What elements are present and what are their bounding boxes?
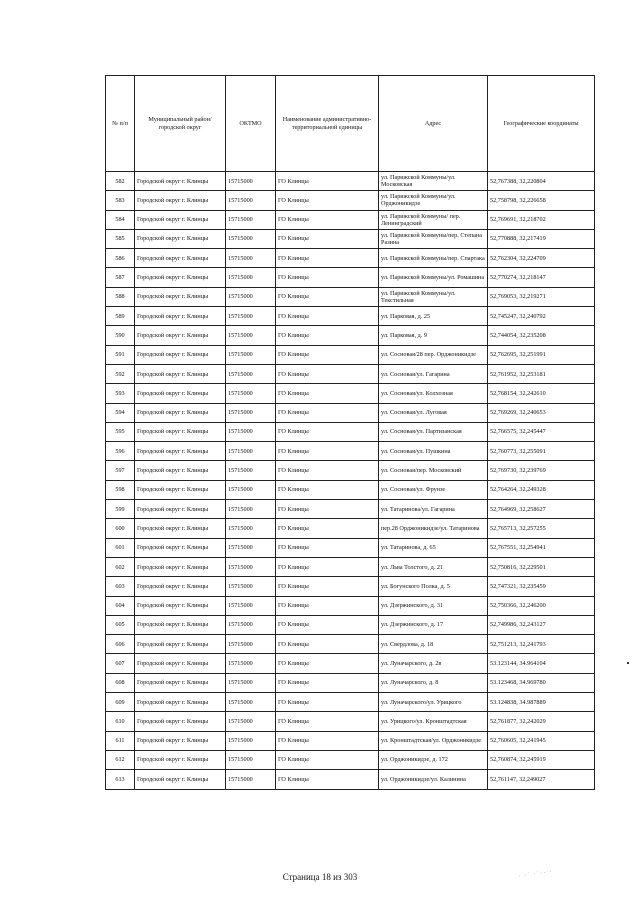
cell-coordinates: 52,761147, 32,249027 (488, 770, 595, 789)
cell-admin-unit: ГО Клинцы (276, 596, 379, 615)
cell-coordinates: 52,769691, 32,218702 (488, 210, 595, 229)
table-row (106, 615, 595, 634)
cell-oktmo: 15715000 (226, 326, 276, 345)
cell-admin-unit: ГО Клинцы (276, 654, 379, 673)
cell-municipality: Городской округ г. Клинцы (135, 731, 226, 750)
cell-admin-unit: ГО Клинцы (276, 557, 379, 576)
cell-oktmo: 15715000 (226, 712, 276, 731)
cell-oktmo: 15715000 (226, 577, 276, 596)
table-row (106, 693, 595, 712)
cell-admin-unit: ГО Клинцы (276, 307, 379, 326)
cell-address: ул. Парижской Коммуны/ул. Орджоникидзе (379, 191, 488, 210)
cell-municipality: Городской округ г. Клинцы (135, 287, 226, 306)
cell-number: 610 (106, 712, 135, 731)
table-row (106, 731, 595, 750)
cell-oktmo: 15715000 (226, 557, 276, 576)
cell-oktmo: 15715000 (226, 422, 276, 441)
cell-admin-unit: ГО Клинцы (276, 461, 379, 480)
cell-oktmo: 15715000 (226, 268, 276, 287)
cell-admin-unit: ГО Клинцы (276, 268, 379, 287)
cell-municipality: Городской округ г. Клинцы (135, 345, 226, 364)
cell-address: ул. Парижской Коммуны/пер. Степана Разина (379, 229, 488, 248)
table-header-row (106, 76, 595, 172)
cell-municipality: Городской округ г. Клинцы (135, 461, 226, 480)
cell-address: ул. Орджоникидзе, д. 172 (379, 750, 488, 769)
cell-oktmo: 15715000 (226, 307, 276, 326)
cell-municipality: Городской округ г. Клинцы (135, 210, 226, 229)
cell-address: ул. Парижской Коммуны/ пер. Ленинградский (379, 210, 488, 229)
cell-oktmo: 15715000 (226, 654, 276, 673)
cell-number: 595 (106, 422, 135, 441)
cell-municipality: Городской округ г. Клинцы (135, 519, 226, 538)
cell-admin-unit: ГО Клинцы (276, 384, 379, 403)
cell-coordinates: 52,749986, 32,243127 (488, 615, 595, 634)
cell-number: 585 (106, 229, 135, 248)
table-row (106, 712, 595, 731)
cell-address: ул. Парижской Коммуны/ул. Ромашина (379, 268, 488, 287)
cell-oktmo: 15715000 (226, 519, 276, 538)
table-row (106, 635, 595, 654)
cell-oktmo: 15715000 (226, 229, 276, 248)
cell-address: ул. Луначарского/ул. Урицкого (379, 693, 488, 712)
cell-address: ул. Татаринова/ул. Гагарина (379, 500, 488, 519)
cell-number: 588 (106, 287, 135, 306)
table-row (106, 596, 595, 615)
table-row (106, 519, 595, 538)
cell-municipality: Городской округ г. Клинцы (135, 172, 226, 191)
cell-address: ул. Парижской Коммуны/ул. Московская (379, 172, 488, 191)
cell-municipality: Городской округ г. Клинцы (135, 384, 226, 403)
cell-oktmo: 15715000 (226, 770, 276, 789)
cell-address: ул. Свердлова, д. 18 (379, 635, 488, 654)
cell-number: 604 (106, 596, 135, 615)
table-row (106, 770, 595, 789)
cell-number: 603 (106, 577, 135, 596)
cell-number: 611 (106, 731, 135, 750)
table-row (106, 229, 595, 248)
table-row (106, 326, 595, 345)
cell-admin-unit: ГО Клинцы (276, 635, 379, 654)
cell-coordinates: 52,769053, 32,219271 (488, 287, 595, 306)
table-row (106, 268, 595, 287)
cell-oktmo: 15715000 (226, 442, 276, 461)
cell-address: ул. Орджоникидзе/ул. Калинина (379, 770, 488, 789)
cell-municipality: Городской округ г. Клинцы (135, 422, 226, 441)
cell-admin-unit: ГО Клинцы (276, 229, 379, 248)
cell-admin-unit: ГО Клинцы (276, 326, 379, 345)
cell-address: ул. Сосновая/ул. Луговая (379, 403, 488, 422)
cell-number: 587 (106, 268, 135, 287)
cell-coordinates: 52,750366, 32,246200 (488, 596, 595, 615)
cell-admin-unit: ГО Клинцы (276, 191, 379, 210)
cell-municipality: Городской округ г. Клинцы (135, 577, 226, 596)
cell-admin-unit: ГО Клинцы (276, 693, 379, 712)
cell-number: 609 (106, 693, 135, 712)
col-header-oktmo: ОКТМО (226, 76, 276, 172)
table-row (106, 287, 595, 306)
cell-admin-unit: ГО Клинцы (276, 750, 379, 769)
cell-coordinates: 52,767551, 32,254941 (488, 538, 595, 557)
cell-municipality: Городской округ г. Клинцы (135, 268, 226, 287)
table-row (106, 249, 595, 268)
cell-oktmo: 15715000 (226, 210, 276, 229)
table-row (106, 654, 595, 673)
cell-number: 607 (106, 654, 135, 673)
cell-municipality: Городской округ г. Клинцы (135, 364, 226, 383)
cell-coordinates: 52,770888, 32,217419 (488, 229, 595, 248)
cell-oktmo: 15715000 (226, 172, 276, 191)
cell-coordinates: 52,765713, 32,257255 (488, 519, 595, 538)
cell-address: ул. Парковая, д. 25 (379, 307, 488, 326)
cell-municipality: Городской округ г. Клинцы (135, 229, 226, 248)
cell-municipality: Городской округ г. Клинцы (135, 750, 226, 769)
cell-oktmo: 15715000 (226, 538, 276, 557)
cell-municipality: Городской округ г. Клинцы (135, 307, 226, 326)
cell-oktmo: 15715000 (226, 287, 276, 306)
cell-oktmo: 15715000 (226, 249, 276, 268)
cell-oktmo: 15715000 (226, 635, 276, 654)
cell-oktmo: 15715000 (226, 345, 276, 364)
table-row (106, 500, 595, 519)
cell-oktmo: 15715000 (226, 500, 276, 519)
cell-municipality: Городской округ г. Клинцы (135, 500, 226, 519)
cell-number: 597 (106, 461, 135, 480)
cell-municipality: Городской округ г. Клинцы (135, 596, 226, 615)
cell-admin-unit: ГО Клинцы (276, 442, 379, 461)
cell-coordinates: 52,760605, 32,241945 (488, 731, 595, 750)
table-row (106, 172, 595, 191)
cell-municipality: Городской округ г. Клинцы (135, 326, 226, 345)
cell-admin-unit: ГО Клинцы (276, 577, 379, 596)
cell-number: 596 (106, 442, 135, 461)
cell-address: ул. Татаринова, д. 65 (379, 538, 488, 557)
cell-admin-unit: ГО Клинцы (276, 519, 379, 538)
table-row (106, 461, 595, 480)
table-row (106, 442, 595, 461)
cell-admin-unit: ГО Клинцы (276, 364, 379, 383)
cell-number: 601 (106, 538, 135, 557)
cell-municipality: Городской округ г. Клинцы (135, 249, 226, 268)
cell-coordinates: 52,744054, 32,235208 (488, 326, 595, 345)
cell-oktmo: 15715000 (226, 615, 276, 634)
cell-number: 606 (106, 635, 135, 654)
cell-oktmo: 15715000 (226, 191, 276, 210)
col-header-admin-unit: Наименование административно-территориальной единицы (276, 76, 379, 172)
table-row (106, 345, 595, 364)
cell-admin-unit: ГО Клинцы (276, 770, 379, 789)
cell-coordinates: 52,769269, 32,240653 (488, 403, 595, 422)
cell-address: ул. Дзержинского, д. 17 (379, 615, 488, 634)
cell-number: 589 (106, 307, 135, 326)
table-row (106, 673, 595, 692)
table-row (106, 480, 595, 499)
cell-address: ул. Сосновая/ул. Пушкина (379, 442, 488, 461)
scan-artifact: · ·˙ ·˙·· · (517, 867, 554, 881)
cell-municipality: Городской округ г. Клинцы (135, 770, 226, 789)
cell-admin-unit: ГО Клинцы (276, 249, 379, 268)
cell-address: ул. Парковая, д. 9 (379, 326, 488, 345)
cell-municipality: Городской округ г. Клинцы (135, 673, 226, 692)
cell-number: 583 (106, 191, 135, 210)
cell-oktmo: 15715000 (226, 731, 276, 750)
cell-address: ул. Сосновая/ул. Гагарина (379, 364, 488, 383)
cell-oktmo: 15715000 (226, 403, 276, 422)
cell-admin-unit: ГО Клинцы (276, 712, 379, 731)
col-header-number: № п/п (106, 76, 135, 172)
table-row (106, 557, 595, 576)
cell-municipality: Городской округ г. Клинцы (135, 712, 226, 731)
cell-admin-unit: ГО Клинцы (276, 403, 379, 422)
table-row (106, 577, 595, 596)
cell-coordinates: 52,760773, 32,255091 (488, 442, 595, 461)
cell-coordinates: 52,768154, 32,242610 (488, 384, 595, 403)
cell-address: ул. Сосновая/ул. Колхозная (379, 384, 488, 403)
cell-oktmo: 15715000 (226, 673, 276, 692)
cell-address: ул. Парижской Коммуны/пер. Спартака (379, 249, 488, 268)
cell-number: 584 (106, 210, 135, 229)
cell-coordinates: 52,745247, 32,240792 (488, 307, 595, 326)
cell-admin-unit: ГО Клинцы (276, 172, 379, 191)
cell-number: 613 (106, 770, 135, 789)
cell-number: 582 (106, 172, 135, 191)
cell-address: ул. Луначарского, д. 8 (379, 673, 488, 692)
cell-municipality: Городской округ г. Клинцы (135, 403, 226, 422)
cell-coordinates: 52,764264, 32,249328 (488, 480, 595, 499)
cell-number: 612 (106, 750, 135, 769)
cell-coordinates: 53.123468, 34.969780 (488, 673, 595, 692)
table-row (106, 191, 595, 210)
cell-coordinates: 52,761877, 32,242029 (488, 712, 595, 731)
col-header-coordinates: Географические координаты (488, 76, 595, 172)
page-number: Страница 18 из 303 (282, 872, 358, 882)
table-row (106, 403, 595, 422)
cell-coordinates: 52,762304, 32,224709 (488, 249, 595, 268)
cell-address: ул. Кронштадтская/ул. Орджоникидзе (379, 731, 488, 750)
cell-coordinates: 53.123144, 34.964104 (488, 654, 595, 673)
cell-number: 598 (106, 480, 135, 499)
cell-coordinates: 52,750816, 32,229501 (488, 557, 595, 576)
table-row (106, 538, 595, 557)
col-header-municipality: Муниципальный район/городской округ (135, 76, 226, 172)
cell-coordinates: 52,747321, 32,235459 (488, 577, 595, 596)
cell-oktmo: 15715000 (226, 364, 276, 383)
cell-address: ул. Сосновая/ул. Партизанская (379, 422, 488, 441)
cell-coordinates: 52,766575, 32,245447 (488, 422, 595, 441)
cell-admin-unit: ГО Клинцы (276, 422, 379, 441)
cell-admin-unit: ГО Клинцы (276, 480, 379, 499)
cell-address: ул. Парижской Коммуны/ул. Текстильная (379, 287, 488, 306)
col-header-address: Адрес (379, 76, 488, 172)
cell-coordinates: 52,770274, 32,218147 (488, 268, 595, 287)
cell-oktmo: 15715000 (226, 480, 276, 499)
cell-coordinates: 52,767388, 32,220804 (488, 172, 595, 191)
cell-admin-unit: ГО Клинцы (276, 673, 379, 692)
cell-municipality: Городской округ г. Клинцы (135, 538, 226, 557)
cell-coordinates: 52,751213, 32,241793 (488, 635, 595, 654)
cell-number: 590 (106, 326, 135, 345)
table-row (106, 750, 595, 769)
cell-municipality: Городской округ г. Клинцы (135, 615, 226, 634)
table-row (106, 364, 595, 383)
cell-address: ул. Льва Толстого, д. 21 (379, 557, 488, 576)
cell-number: 605 (106, 615, 135, 634)
cell-number: 599 (106, 500, 135, 519)
cell-admin-unit: ГО Клинцы (276, 538, 379, 557)
cell-address: ул. Сосновая/ул. Фрунзе (379, 480, 488, 499)
cell-coordinates: 53.124838, 34.987889 (488, 693, 595, 712)
cell-oktmo: 15715000 (226, 384, 276, 403)
cell-coordinates: 52,761952, 32,253181 (488, 364, 595, 383)
table-row (106, 210, 595, 229)
cell-coordinates: 52,769730, 32,239769 (488, 461, 595, 480)
table-row (106, 422, 595, 441)
cell-number: 600 (106, 519, 135, 538)
cell-number: 602 (106, 557, 135, 576)
cell-number: 586 (106, 249, 135, 268)
cell-municipality: Городской округ г. Клинцы (135, 557, 226, 576)
cell-coordinates: 52,758798, 32,226658 (488, 191, 595, 210)
cell-address: ул. Сосновая/пер. Московский (379, 461, 488, 480)
cell-number: 593 (106, 384, 135, 403)
cell-municipality: Городской округ г. Клинцы (135, 693, 226, 712)
cell-municipality: Городской округ г. Клинцы (135, 654, 226, 673)
cell-admin-unit: ГО Клинцы (276, 615, 379, 634)
cell-admin-unit: ГО Клинцы (276, 210, 379, 229)
cell-number: 594 (106, 403, 135, 422)
cell-admin-unit: ГО Клинцы (276, 345, 379, 364)
cell-number: 608 (106, 673, 135, 692)
data-table (105, 75, 595, 790)
cell-oktmo: 15715000 (226, 750, 276, 769)
cell-number: 591 (106, 345, 135, 364)
cell-address: пер.28 Орджоникидзе/ул. Татаринова (379, 519, 488, 538)
table-row (106, 307, 595, 326)
cell-coordinates: 52,760874, 32,245919 (488, 750, 595, 769)
table-row (106, 384, 595, 403)
cell-municipality: Городской округ г. Клинцы (135, 442, 226, 461)
cell-municipality: Городской округ г. Клинцы (135, 635, 226, 654)
cell-coordinates: 52,762695, 32,251991 (488, 345, 595, 364)
cell-address: ул. Луначарского, д. 2в (379, 654, 488, 673)
cell-admin-unit: ГО Клинцы (276, 287, 379, 306)
cell-municipality: Городской округ г. Клинцы (135, 191, 226, 210)
cell-admin-unit: ГО Клинцы (276, 500, 379, 519)
cell-address: ул. Сосновая/28 пер. Орджоникидзе (379, 345, 488, 364)
cell-address: ул. Дзержинского, д. 31 (379, 596, 488, 615)
cell-oktmo: 15715000 (226, 596, 276, 615)
cell-coordinates: 52,764969, 32,258627 (488, 500, 595, 519)
cell-oktmo: 15715000 (226, 461, 276, 480)
cell-address: ул. Урицкого/ул. Кронштадтская (379, 712, 488, 731)
cell-address: ул. Богунского Полка, д. 5 (379, 577, 488, 596)
cell-number: 592 (106, 364, 135, 383)
cell-admin-unit: ГО Клинцы (276, 731, 379, 750)
cell-oktmo: 15715000 (226, 693, 276, 712)
cell-municipality: Городской округ г. Клинцы (135, 480, 226, 499)
scan-speck (627, 662, 629, 664)
